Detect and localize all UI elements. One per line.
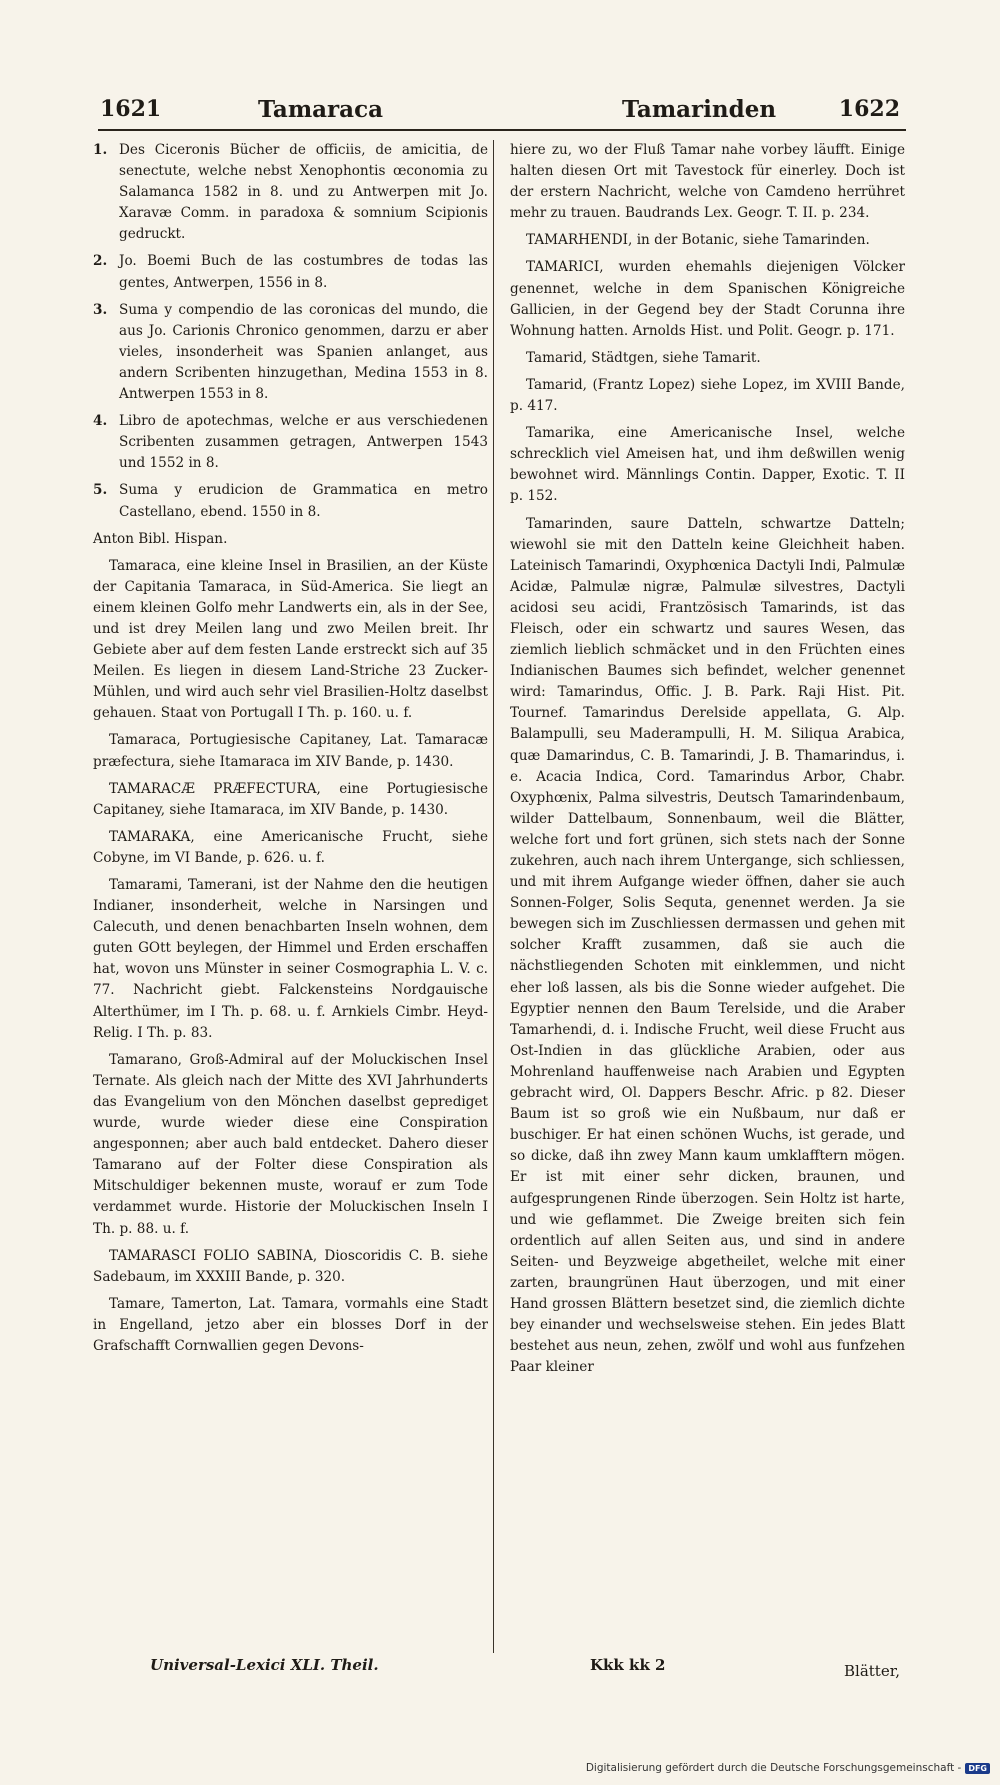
entry-tamarano: Tamarano, Groß-Admiral auf der Moluckischen Insel Ternate. Als gleich nach der Mitte des XVI Jahrhunderts das Evangelium von den Mönchen daselbst geprediget wurde, wurde wieder diese eine Conspiration angesponnen; aber auch bald entdecket. Dahero dieser Tamarano auf der Folter diese Conspiration als Mitschuldiger bekennen muste, worauf er zum Tode verdammet wurde. Historie der Moluckischen Inseln I Th. p. 88. u. f.	[93, 1051, 488, 1237]
entry-tamarinden: Tamarinden, saure Datteln, schwartze Datteln; wiewohl sie mit den Datteln keine Gleichheit haben. Lateinisch Tamarindi, Oxyphœnica Dactyli Indi, Palmulæ Acidæ, Palmulæ nigræ, Palmulæ silvestres, Dactyli acidosi seu acidi, Frantzösisch Tamarinds, ist das Fleisch, oder ein schwartz und saures Wesen, das ziemlich lieblich schmäcket und in den Früchten eines Indianischen Baumes sich befindet, welcher genennet wird: Tamarindus, Offic. J. B. Park. Raji Hist. Pit. Tournef. Tamarindus Derelside appellata, G. Alp. Balampulli, seu Maderampulli, H. M. Siliqua Arabica, quæ Damarindus, C. B. Tamarindi, J. B. Thamarindus, i. e. Acacia Indica, Cord. Tamarindus Arbor, Chabr. Oxyphœnix, Palma silvestris, Deutsch Tamarindenbaum, wilder Dattelbaum, Sonnenbaum, weil die Blätter, welche fort und fort grünen, sich stets nach der Sonne zukehren, auch nach ihrem Untergange, sich schliessen, und mit ihrem Aufgange wieder öffnen, daher sie auch Sonnen-Folger, Solis Sequta, genennet werden. Ja sie bewegen sich im Zuschliessen dermassen und gehen mit solcher Krafft zusammen, daß sie auch die nächstliegenden Schoten mit einklemmen, und nicht eher loß lassen, als bis die Sonne wieder aufgehet. Die Egyptier nennen den Baum Terelside, und die Araber Tamarhendi, d. i. Indische Frucht, weil diese Frucht aus Ost-Indien in das glückliche Arabien, oder aus Mohrenland hauffenweise nach Arabien und Egypten gebracht wird, Ol. Dappers Beschr. Afric. p 82. Dieser Baum ist so groß wie ein Nußbaum, nur daß er buschiger. Er hat einen schönen Wuchs, ist gerade, und so dicke, daß ihn zwey Mann kaum umklafftern mögen. Er ist mit einer sehr dicken, braunen, und aufgesprungenen Rinde überzogen. Sein Holtz ist harte, und wie geflammet. Die Zweige breiten sich fein ordentlich auf allen Seiten aus, und sind in andere Seiten- und Beyzweige abgetheilet, welche mit einer zarten, braungrünen Haut überzogen, und mit einer Hand grossen Blättern besetzet sind, die ziemlich dichte bey einander und wechselsweise stehen. Ein jedes Blatt bestehet aus neun, zehen, zwölf und wohl aus funfzehen Paar kleiner	[510, 515, 905, 1376]
page-number-left: 1621	[100, 96, 162, 122]
entry-tamarid-lopez: Tamarid, (Frantz Lopez) siehe Lopez, im XVIII Bande, p. 417.	[510, 376, 905, 415]
entry-tamarika: Tamarika, eine Americanische Insel, welche schrecklich viel Ameisen hat, und ihm deßwillen wenig bewohnet wird. Männlings Contin. Dapper, Exotic. T. II p. 152.	[510, 425, 905, 505]
entry-tamare: Tamare, Tamerton, Lat. Tamara, vormahls eine Stadt in Engelland, jetzo aber ein blosses Dorf in der Grafschafft Cornwallien gegen Devons-	[93, 1295, 488, 1354]
entry-tamaracae-praefectura: TAMARACÆ PRÆFECTURA, eine Portugiesische Capitaney, siehe Itamaraca, im XIV Bande, p. 1430.	[93, 780, 488, 818]
entry-tamarasci: TAMARASCI FOLIO SABINA, Dioscoridis C. B. siehe Sadebaum, im XXXIII Bande, p. 320.	[93, 1247, 488, 1285]
list-item: 5. Suma y erudicion de Grammatica en metro Castellano, ebend. 1550 in 8.	[93, 482, 488, 520]
entry-tamaraca: Tamaraca, eine kleine Insel in Brasilien, an der Küste der Capitania Tamaraca, in Süd-America. Sie liegt an einem kleinen Golfo mehr Landwerts ein, als in der See, und ist drey Meilen lang und zwo Meilen breit. Ihr Gebiete aber auf dem festen Lande erstreckt sich auf 35 Meilen. Es liegen in diesem Land-Striche 23 Zucker-Mühlen, und wird auch sehr viel Brasilien-Holtz daselbst gehauen. Staat von Portugall I Th. p. 160. u. f.	[93, 557, 488, 722]
list-item: 4. Libro de apotechmas, welche er aus verschiedenen Scribenten zusammen getragen, Antwerpen 1543 und 1552 in 8.	[93, 413, 488, 472]
column-divider	[493, 140, 494, 1653]
volume-catchword: Universal-Lexici XLI. Theil.	[150, 1656, 379, 1674]
entry-tamaraka: TAMARAKA, eine Americanische Frucht, siehe Cobyne, im VI Bande, p. 626. u. f.	[93, 828, 488, 866]
list-item: 2. Jo. Boemi Buch de las costumbres de todas las gentes, Antwerpen, 1556 in 8.	[93, 253, 488, 291]
dfg-logo-icon: DFG	[965, 1763, 990, 1774]
catchword-right: Blätter,	[844, 1662, 900, 1680]
entry-tamaraca-capitaney: Tamaraca, Portugiesische Capitaney, Lat. Tamaracæ præfectura, siehe Itamaraca im XIV Bande, p. 1430.	[93, 732, 488, 770]
page-number-right: 1622	[838, 96, 900, 122]
running-head-right: Tamarinden	[622, 96, 777, 123]
source-citation: Anton Bibl. Hispan.	[93, 530, 228, 547]
entry-tamarici: TAMARICI, wurden ehemahls diejenigen Völcker genennet, welche in dem Spanischen Königreiche Gallicien, in der Gegend bey der Stadt Corunna ihre Wohnung hatten. Arnolds Hist. und Polit. Geogr. p. 171.	[510, 259, 905, 339]
header-rule	[98, 129, 906, 131]
list-item: 3. Suma y compendio de las coronicas del mundo, die aus Jo. Carionis Chronico genommen, darzu er aber vieles, insonderheit was Spanien anlanget, aus andern Scribenten hinzugethan, Medina 1553 in 8. Antwerpen 1553 in 8.	[93, 301, 488, 403]
left-column	[93, 140, 488, 1363]
running-head-left: Tamaraca	[258, 96, 383, 123]
entry-tamare-continued: hiere zu, wo der Fluß Tamar nahe vorbey läufft. Einige halten diesen Ort mit Tavestock für einerley. Doch ist der erstern Nachricht, welche von Camdeno herrühret mehr zu trauen. Baudrands Lex. Geogr. T. II. p. 234.	[510, 142, 905, 222]
list-item: 1. Des Ciceronis Bücher de officiis, de amicitia, de senectute, welche nebst Xenophontis œconomia zu Salamanca 1582 in 8. und zu Antwerpen mit Jo. Xaravæ Comm. in paradoxa & somnium Scipionis gedruckt.	[93, 142, 488, 243]
entry-tamarami: Tamarami, Tamerani, ist der Nahme den die heutigen Indianer, insonderheit, welche in Narsingen und Calecuth, und denen benachbarten Inseln wohnen, dem guten GOtt beylegen, der Himmel und Erden erschaffen hat, wovon uns Münster in seiner Cosmographia L. V. c. 77. Nachricht giebt. Falckensteins Nordgauische Alterthümer, im I Th. p. 68. u. f. Arnkiels Cimbr. Heyd-Relig. I Th. p. 83.	[93, 877, 488, 1041]
entry-tamarid-town: Tamarid, Städtgen, siehe Tamarit.	[526, 349, 761, 366]
digitization-footer	[586, 1762, 990, 1774]
signature-mark: Kkk kk 2	[590, 1656, 666, 1674]
entry-tamarhendi: TAMARHENDI, in der Botanic, siehe Tamarinden.	[526, 232, 870, 249]
footer-text: Digitalisierung gefördert durch die Deutsche Forschungsgemeinschaft -	[585, 1762, 962, 1774]
right-column	[510, 140, 905, 1384]
